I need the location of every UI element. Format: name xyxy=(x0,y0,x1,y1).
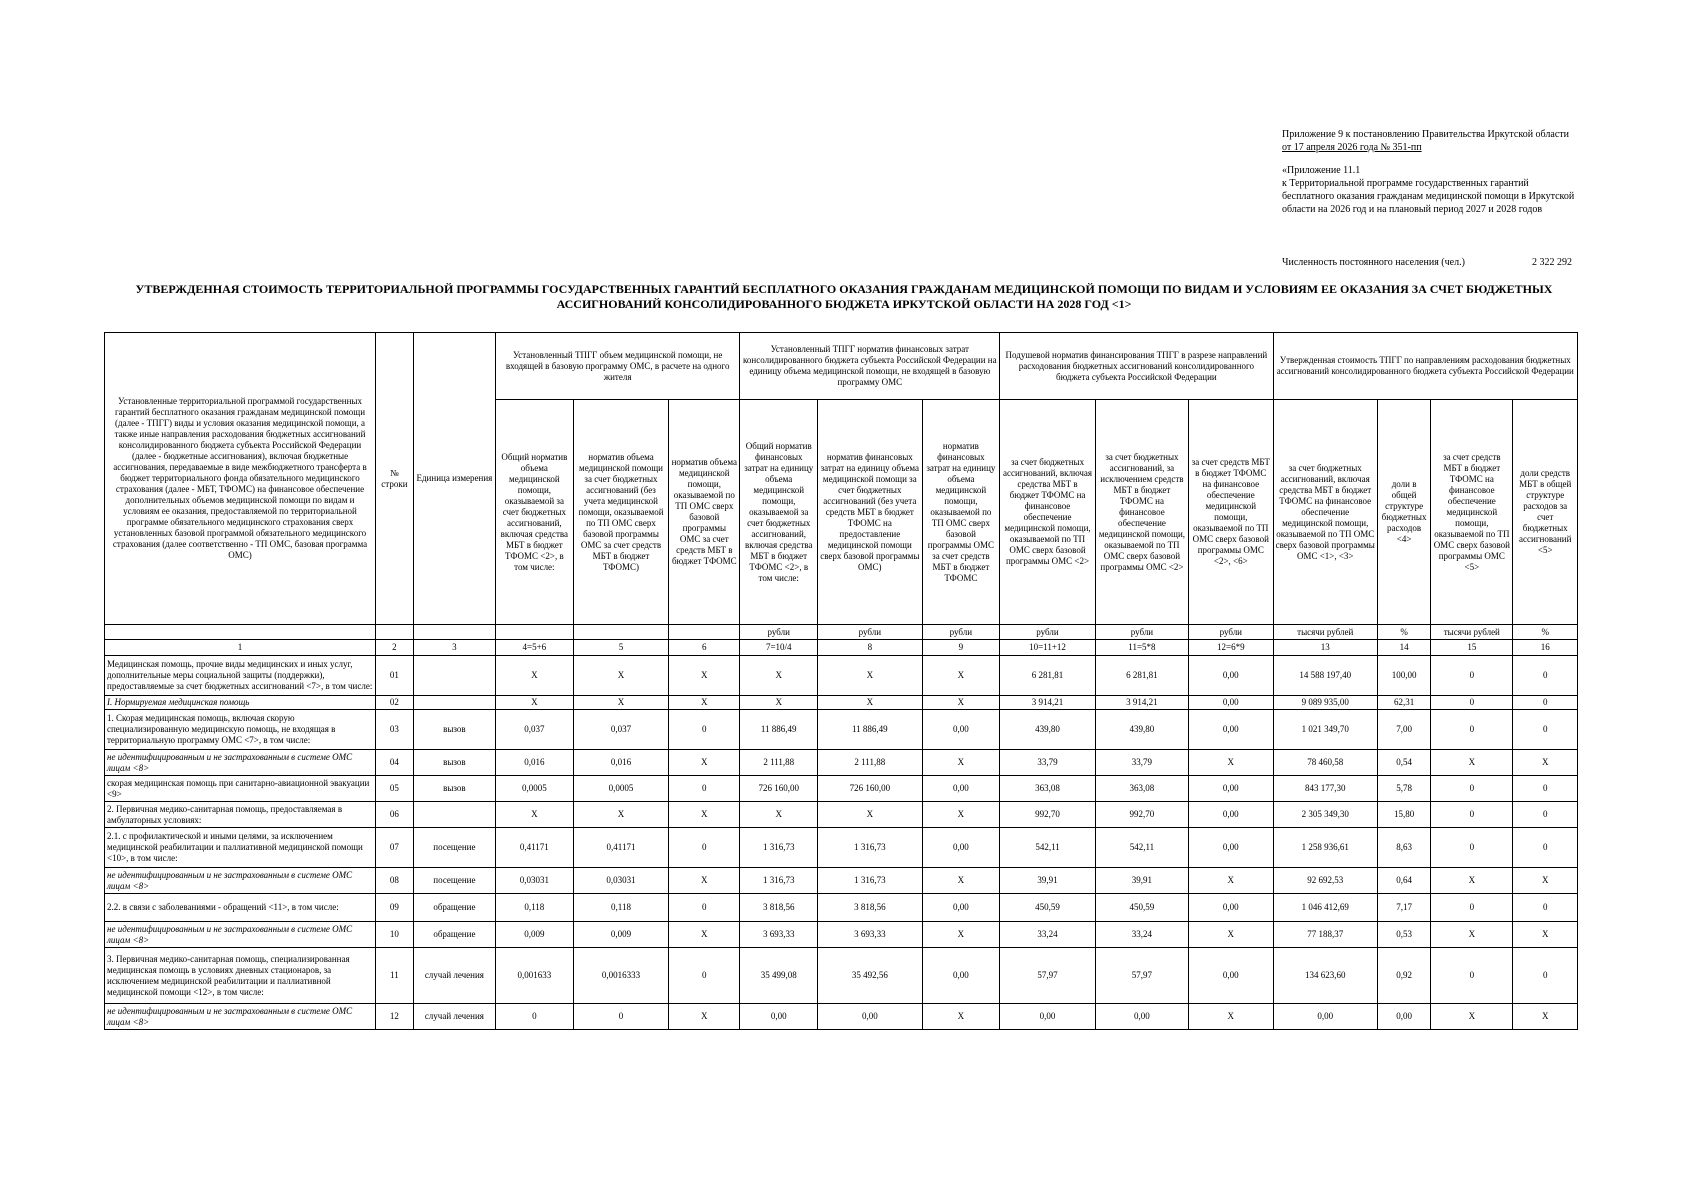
table-cell: 33,79 xyxy=(1095,750,1188,776)
table-cell: 1 316,73 xyxy=(740,868,818,894)
table-cell: X xyxy=(1431,922,1513,948)
table-cell: 0,00 xyxy=(922,710,1000,750)
table-cell: X xyxy=(1189,750,1273,776)
population-line xyxy=(1282,257,1572,268)
row-name-cell: Медицинская помощь, прочие виды медицинских и иных услуг, дополнительные меры социальной защиты (поддержки), предоставляемые за счет бюджетных ассигнований <7>, в том числе: xyxy=(105,656,376,696)
table-cell: 03 xyxy=(376,710,414,750)
table-cell: 78 460,58 xyxy=(1273,750,1377,776)
column-number-cell: 8 xyxy=(818,640,922,656)
table-cell: 0,118 xyxy=(573,894,669,922)
appendix-line3: «Приложение 11.1 xyxy=(1282,165,1361,176)
table-row xyxy=(105,696,1578,710)
table-cell xyxy=(413,696,495,710)
table-cell: X xyxy=(495,696,573,710)
column-number-cell: 4=5+6 xyxy=(495,640,573,656)
table-cell: 0 xyxy=(1513,656,1578,696)
header-group-volume: Установленный ТПГГ объем медицинской помощи, не входящей в базовую программу ОМС, в расчете на одного жителя xyxy=(495,333,739,400)
table-cell: 0 xyxy=(1431,696,1513,710)
table-cell: 0 xyxy=(1513,828,1578,868)
unit-cell xyxy=(669,625,740,640)
table-cell: 0,00 xyxy=(1000,1004,1096,1030)
column-number-cell: 16 xyxy=(1513,640,1578,656)
unit-cell xyxy=(495,625,573,640)
table-cell: X xyxy=(669,656,740,696)
table-cell: X xyxy=(573,656,669,696)
row-name-cell: 2.1. с профилактической и иными целями, за исключением медицинской реабилитации и паллиативной медицинской помощи <10>, в том числе: xyxy=(105,828,376,868)
table-cell: 11 886,49 xyxy=(818,710,922,750)
row-name-cell: 2. Первичная медико-санитарная помощь, предоставляемая в амбулаторных условиях: xyxy=(105,802,376,828)
row-name-cell: скорая медицинская помощь при санитарно-авиационной эвакуации <9> xyxy=(105,776,376,802)
table-cell: X xyxy=(1431,1004,1513,1030)
table-cell: 39,91 xyxy=(1095,868,1188,894)
table-cell: 3 818,56 xyxy=(818,894,922,922)
row-name-cell: не идентифицированным и не застрахованным в системе ОМС лицам <8> xyxy=(105,750,376,776)
table-cell: 2 111,88 xyxy=(818,750,922,776)
table-cell: 3 693,33 xyxy=(740,922,818,948)
column-number-cell: 13 xyxy=(1273,640,1377,656)
table-cell: X xyxy=(1189,868,1273,894)
table-cell: X xyxy=(740,802,818,828)
table-row xyxy=(105,776,1578,802)
table-cell: 726 160,00 xyxy=(818,776,922,802)
column-number-cell: 7=10/4 xyxy=(740,640,818,656)
header-sub-4: Общий норматив объема медицинской помощи, оказываемой за счет бюджетных ассигнований, включая средства МБТ в бюджет ТФОМС <2>, в том числе: xyxy=(495,400,573,625)
table-cell: посещение xyxy=(413,828,495,868)
table-cell: 0,64 xyxy=(1377,868,1430,894)
table-cell: 6 281,81 xyxy=(1000,656,1096,696)
page-title: УТВЕРЖДЕННАЯ СТОИМОСТЬ ТЕРРИТОРИАЛЬНОЙ ПРОГРАММЫ ГОСУДАРСТВЕННЫХ ГАРАНТИЙ БЕСПЛАТНОГО ОКАЗАНИЯ ГРАЖДАНАМ МЕДИЦИНСКОЙ ПОМОЩИ ПО ВИДАМ И УСЛОВИЯМ ЕЕ ОКАЗАНИЯ ЗА СЧЕТ БЮДЖЕТНЫХ АССИГНОВАНИЙ КОНСОЛИДИРОВАННОГО БЮДЖЕТА ИРКУТСКОЙ ОБЛАСТИ НА 2028 ГОД <1> xyxy=(135,282,1553,311)
table-cell: X xyxy=(740,656,818,696)
table-cell: 92 692,53 xyxy=(1273,868,1377,894)
table-cell: 439,80 xyxy=(1095,710,1188,750)
table-cell: X xyxy=(922,696,1000,710)
header-sub-12: за счет средств МБТ в бюджет ТФОМС на финансовое обеспечение медицинской помощи, оказываемой по ТП ОМС сверх базовой программы ОМС <2>, <6> xyxy=(1189,400,1273,625)
table-cell: 0 xyxy=(1513,894,1578,922)
table-cell: 12 xyxy=(376,1004,414,1030)
table-cell: 0,00 xyxy=(922,948,1000,1004)
units-row xyxy=(105,625,1578,640)
appendix-block xyxy=(1282,128,1582,216)
table-cell: 0 xyxy=(1513,696,1578,710)
table-cell: 1 046 412,69 xyxy=(1273,894,1377,922)
row-name-cell: не идентифицированным и не застрахованным в системе ОМС лицам <8> xyxy=(105,922,376,948)
row-name-cell: I. Нормируемая медицинская помощь xyxy=(105,696,376,710)
table-cell: X xyxy=(1513,922,1578,948)
table-cell: X xyxy=(1189,922,1273,948)
table-cell: 1 316,73 xyxy=(818,868,922,894)
table-cell: 2 305 349,30 xyxy=(1273,802,1377,828)
column-number-cell: 3 xyxy=(413,640,495,656)
table-cell: 0,016 xyxy=(573,750,669,776)
table-cell: X xyxy=(922,922,1000,948)
unit-cell: рубли xyxy=(1095,625,1188,640)
table-cell: 843 177,30 xyxy=(1273,776,1377,802)
table-cell: 0,54 xyxy=(1377,750,1430,776)
table-body xyxy=(105,333,1578,1030)
table-cell: 0,00 xyxy=(1189,776,1273,802)
table-cell: 33,79 xyxy=(1000,750,1096,776)
table-cell: 726 160,00 xyxy=(740,776,818,802)
table-cell: X xyxy=(1431,750,1513,776)
header-sub-10: за счет бюджетных ассигнований, включая средства МБТ в бюджет ТФОМС на финансовое обеспечение медицинской помощи, оказываемой по ТП ОМС сверх базовой программы ОМС <2> xyxy=(1000,400,1096,625)
table-cell: 1 316,73 xyxy=(818,828,922,868)
table-cell: 992,70 xyxy=(1095,802,1188,828)
column-number-cell: 1 xyxy=(105,640,376,656)
table-cell: X xyxy=(669,696,740,710)
table-cell: 08 xyxy=(376,868,414,894)
table-cell: 5,78 xyxy=(1377,776,1430,802)
table-cell: 0,00 xyxy=(1189,828,1273,868)
table-cell: 0 xyxy=(669,828,740,868)
table-cell: 0,00 xyxy=(922,894,1000,922)
unit-cell: рубли xyxy=(922,625,1000,640)
table-cell: 57,97 xyxy=(1000,948,1096,1004)
header-sub-15: за счет средств МБТ в бюджет ТФОМС на финансовое обеспечение медицинской помощи, оказываемой по ТП ОМС сверх базовой программы ОМС <5> xyxy=(1431,400,1513,625)
table-cell: 134 623,60 xyxy=(1273,948,1377,1004)
table-cell: 15,80 xyxy=(1377,802,1430,828)
column-number-cell: 9 xyxy=(922,640,1000,656)
table-cell: X xyxy=(922,750,1000,776)
column-number-cell: 2 xyxy=(376,640,414,656)
table-cell: X xyxy=(818,656,922,696)
table-cell: 3 818,56 xyxy=(740,894,818,922)
table-cell: 10 xyxy=(376,922,414,948)
column-number-cell: 11=5*8 xyxy=(1095,640,1188,656)
population-value: 2 322 292 xyxy=(1532,257,1572,268)
table-cell: 0,00 xyxy=(922,828,1000,868)
table-cell: X xyxy=(818,802,922,828)
table-cell: 0,00 xyxy=(1377,1004,1430,1030)
table-cell: 09 xyxy=(376,894,414,922)
table-cell: 0,016 xyxy=(495,750,573,776)
table-cell: 0,00 xyxy=(1189,696,1273,710)
table-cell: 0,00 xyxy=(818,1004,922,1030)
table-cell: 363,08 xyxy=(1095,776,1188,802)
table-cell: 0 xyxy=(669,894,740,922)
table-cell: X xyxy=(1189,1004,1273,1030)
table-cell: 0,00 xyxy=(922,776,1000,802)
table-row xyxy=(105,828,1578,868)
table-cell: X xyxy=(1513,868,1578,894)
table-cell: 0,00 xyxy=(1189,948,1273,1004)
table-cell: 542,11 xyxy=(1095,828,1188,868)
header-col2: № строки xyxy=(376,333,414,625)
table-cell: 0,00 xyxy=(1095,1004,1188,1030)
table-cell: 0,92 xyxy=(1377,948,1430,1004)
header-sub-13: за счет бюджетных ассигнований, включая средства МБТ в бюджет ТФОМС на финансовое обеспечение медицинской помощи, оказываемой по ТП ОМС сверх базовой программы ОМС <1>, <3> xyxy=(1273,400,1377,625)
header-sub-9: норматив финансовых затрат на единицу объема медицинской помощи, оказываемой по ТП ОМС сверх базовой программы ОМС за счет средств МБТ в бюджет ТФОМС xyxy=(922,400,1000,625)
table-cell: X xyxy=(669,802,740,828)
header-sub-11: за счет бюджетных ассигнований, за исключением средств МБТ в бюджет ТФОМС на финансовое обеспечение медицинской помощи, оказываемой по ТП ОМС сверх базовой программы ОМС <2> xyxy=(1095,400,1188,625)
table-cell: 0,009 xyxy=(573,922,669,948)
row-name-cell: не идентифицированным и не застрахованным в системе ОМС лицам <8> xyxy=(105,1004,376,1030)
table-cell: 1 316,73 xyxy=(740,828,818,868)
header-sub-8: норматив финансовых затрат на единицу объема медицинской помощи за счет бюджетных ассигнований (без учета средств МБТ в бюджет ТФОМС на предоставление медицинской помощи сверх базовой программы ОМС) xyxy=(818,400,922,625)
table-cell: 450,59 xyxy=(1095,894,1188,922)
table-cell: 542,11 xyxy=(1000,828,1096,868)
table-cell: 33,24 xyxy=(1095,922,1188,948)
table-cell: 0 xyxy=(669,710,740,750)
table-cell: X xyxy=(669,922,740,948)
table-cell: 0 xyxy=(1431,948,1513,1004)
column-number-cell: 12=6*9 xyxy=(1189,640,1273,656)
table-cell xyxy=(413,656,495,696)
table-cell: 39,91 xyxy=(1000,868,1096,894)
table-cell: 0 xyxy=(1431,894,1513,922)
header-sub-7: Общий норматив финансовых затрат на единицу объема медицинской помощи, оказываемой за счет бюджетных ассигнований, включая средства МБТ в бюджет ТФОМС <2>, в том числе: xyxy=(740,400,818,625)
table-cell: 0,00 xyxy=(1273,1004,1377,1030)
unit-cell xyxy=(376,625,414,640)
table-cell: 35 499,08 xyxy=(740,948,818,1004)
table-cell: 0,03031 xyxy=(495,868,573,894)
table-cell: 0,41171 xyxy=(573,828,669,868)
row-name-cell: 3. Первичная медико-санитарная помощь, специализированная медицинская помощь в условиях дневных стационаров, за исключением медицинской реабилитации и паллиативной медицинской помощи <12>, в том числе: xyxy=(105,948,376,1004)
table-row xyxy=(105,868,1578,894)
table-cell: 0 xyxy=(1513,802,1578,828)
table-cell: 11 xyxy=(376,948,414,1004)
unit-cell: рубли xyxy=(818,625,922,640)
table-cell: 0 xyxy=(669,776,740,802)
header-sub-5: норматив объема медицинской помощи за счет бюджетных ассигнований (без учета медицинской помощи, оказываемой по ТП ОМС сверх базовой программы ОМС за счет средств МБТ в бюджет ТФОМС) xyxy=(573,400,669,625)
table-cell: 57,97 xyxy=(1095,948,1188,1004)
table-cell: 0 xyxy=(1431,802,1513,828)
table-cell: 0 xyxy=(1513,710,1578,750)
table-cell: X xyxy=(669,1004,740,1030)
table-cell: 11 886,49 xyxy=(740,710,818,750)
table-cell: X xyxy=(669,868,740,894)
table-cell: 9 089 935,00 xyxy=(1273,696,1377,710)
column-number-cell: 10=11+12 xyxy=(1000,640,1096,656)
table-row xyxy=(105,948,1578,1004)
table-cell: 0 xyxy=(1513,776,1578,802)
table-row xyxy=(105,894,1578,922)
table-cell: 3 693,33 xyxy=(818,922,922,948)
appendix-line4: к Территориальной программе государственных гарантий бесплатного оказания гражданам медицинской помощи в Иркутской области на 2026 год и на плановый период 2027 и 2028 годов xyxy=(1282,178,1575,215)
table-row xyxy=(105,1004,1578,1030)
table-cell: 6 281,81 xyxy=(1095,656,1188,696)
column-number-cell: 14 xyxy=(1377,640,1430,656)
column-number-cell: 15 xyxy=(1431,640,1513,656)
table-cell: обращение xyxy=(413,922,495,948)
unit-cell xyxy=(573,625,669,640)
table-cell: 0,03031 xyxy=(573,868,669,894)
table-cell: 450,59 xyxy=(1000,894,1096,922)
table-row xyxy=(105,922,1578,948)
table-cell: X xyxy=(922,868,1000,894)
table-cell: 0 xyxy=(669,948,740,1004)
unit-cell: рубли xyxy=(740,625,818,640)
unit-cell: рубли xyxy=(1000,625,1096,640)
header-sub-6: норматив объема медицинской помощи, оказываемой по ТП ОМС сверх базовой программы ОМС за счет средств МБТ в бюджет ТФОМС xyxy=(669,400,740,625)
table-row xyxy=(105,802,1578,828)
table-cell: случай лечения xyxy=(413,1004,495,1030)
table-cell: 0,00 xyxy=(1189,710,1273,750)
table-cell: 3 914,21 xyxy=(1095,696,1188,710)
table-cell xyxy=(413,802,495,828)
row-name-cell: 2.2. в связи с заболеваниями - обращений <11>, в том числе: xyxy=(105,894,376,922)
header-col1: Установленные территориальной программой государственных гарантий бесплатного оказания гражданам медицинской помощи (далее - ТПГГ) виды и условия оказания медицинской помощи, а также иные направления расходования бюджетных ассигнований консолидированного бюджета субъекта Российской Федерации (далее - бюджетные ассигнования), включая бюджетные ассигнования, передаваемые в виде межбюджетного трансферта в бюджет территориального фонда обязательного медицинского страхования (далее - МБТ, ТФОМС) на финансовое обеспечение дополнительных объемов медицинской помощи по видам и условиям ее оказания, предоставляемой по территориальной программе обязательного медицинского страхования сверх установленных базовой программой обязательного медицинского страхования (далее соответственно - ТП ОМС, базовая программа ОМС) xyxy=(105,333,376,625)
table-cell: 0 xyxy=(573,1004,669,1030)
table-cell: X xyxy=(922,802,1000,828)
table-cell: 35 492,56 xyxy=(818,948,922,1004)
table-cell: посещение xyxy=(413,868,495,894)
table-cell: X xyxy=(1431,868,1513,894)
table-row xyxy=(105,656,1578,696)
table-cell: вызов xyxy=(413,776,495,802)
table-cell: 0,0016333 xyxy=(573,948,669,1004)
table-cell: 0,00 xyxy=(740,1004,818,1030)
table-cell: 0,037 xyxy=(495,710,573,750)
table-cell: X xyxy=(1513,750,1578,776)
table-cell: обращение xyxy=(413,894,495,922)
table-cell: 1 021 349,70 xyxy=(1273,710,1377,750)
table-cell: 0,00 xyxy=(1189,894,1273,922)
table-row xyxy=(105,710,1578,750)
header-sub-14: доли в общей структуре бюджетных расходов <4> xyxy=(1377,400,1430,625)
table-cell: X xyxy=(818,696,922,710)
table-cell: 14 588 197,40 xyxy=(1273,656,1377,696)
unit-cell: тысячи рублей xyxy=(1273,625,1377,640)
table-cell: 100,00 xyxy=(1377,656,1430,696)
table-cell: 8,63 xyxy=(1377,828,1430,868)
table-cell: X xyxy=(1513,1004,1578,1030)
table-cell: 0,00 xyxy=(1189,656,1273,696)
table-cell: 439,80 xyxy=(1000,710,1096,750)
table-cell: X xyxy=(495,802,573,828)
table-cell: 363,08 xyxy=(1000,776,1096,802)
table-cell: 06 xyxy=(376,802,414,828)
table-cell: 0,0005 xyxy=(573,776,669,802)
column-numbers-row xyxy=(105,640,1578,656)
table-cell: 0,009 xyxy=(495,922,573,948)
header-sub-16: доли средств МБТ в общей структуре расходов за счет бюджетных ассигнований <5> xyxy=(1513,400,1578,625)
table-cell: 0 xyxy=(1431,776,1513,802)
unit-cell: % xyxy=(1513,625,1578,640)
table-cell: X xyxy=(495,656,573,696)
table-cell: вызов xyxy=(413,710,495,750)
table-cell: 0,53 xyxy=(1377,922,1430,948)
table-row xyxy=(105,750,1578,776)
table-cell: X xyxy=(573,696,669,710)
table-cell: 2 111,88 xyxy=(740,750,818,776)
population-label: Численность постоянного населения (чел.) xyxy=(1282,257,1465,268)
table-cell: 0 xyxy=(1431,710,1513,750)
table-cell: 04 xyxy=(376,750,414,776)
table-cell: 62,31 xyxy=(1377,696,1430,710)
table-cell: X xyxy=(669,750,740,776)
table-cell: вызов xyxy=(413,750,495,776)
row-name-cell: не идентифицированным и не застрахованным в системе ОМС лицам <8> xyxy=(105,868,376,894)
appendix-date: от 17 апреля 2026 года № 351-пп xyxy=(1282,142,1422,153)
column-number-cell: 5 xyxy=(573,640,669,656)
table-cell: X xyxy=(573,802,669,828)
header-group-cost: Установленный ТПГГ норматив финансовых затрат консолидированного бюджета субъекта Российской Федерации на единицу объема медицинской помощи, не входящей в базовую программу ОМС xyxy=(740,333,1000,400)
table-cell: 0 xyxy=(1431,656,1513,696)
header-col3: Единица измерения xyxy=(413,333,495,625)
cost-table xyxy=(104,332,1578,1030)
table-cell: 02 xyxy=(376,696,414,710)
table-cell: 1 258 936,61 xyxy=(1273,828,1377,868)
table-cell: X xyxy=(740,696,818,710)
table-cell: 77 188,37 xyxy=(1273,922,1377,948)
unit-cell: тысячи рублей xyxy=(1431,625,1513,640)
table-cell: 0,41171 xyxy=(495,828,573,868)
table-cell: 33,24 xyxy=(1000,922,1096,948)
unit-cell xyxy=(413,625,495,640)
table-cell: 0 xyxy=(1431,828,1513,868)
unit-cell xyxy=(105,625,376,640)
table-cell: 0,037 xyxy=(573,710,669,750)
table-cell: 05 xyxy=(376,776,414,802)
table-cell: 0,001633 xyxy=(495,948,573,1004)
table-cell: 07 xyxy=(376,828,414,868)
table-cell: 0 xyxy=(1513,948,1578,1004)
appendix-line1: Приложение 9 к постановлению Правительства Иркутской области xyxy=(1282,129,1569,140)
table-cell: 3 914,21 xyxy=(1000,696,1096,710)
table-cell: 992,70 xyxy=(1000,802,1096,828)
table-cell: 0,118 xyxy=(495,894,573,922)
table-cell: 0,00 xyxy=(1189,802,1273,828)
table-cell: 01 xyxy=(376,656,414,696)
header-group-percapita: Подушевой норматив финансирования ТПГГ в разрезе направлений расходования бюджетных ассигнований консолидированного бюджета субъекта Российской Федерации xyxy=(1000,333,1273,400)
header-group-total: Утвержденная стоимость ТПГГ по направлениям расходования бюджетных ассигнований консолидированного бюджета субъекта Российской Федерации xyxy=(1273,333,1577,400)
table-cell: 7,17 xyxy=(1377,894,1430,922)
table-cell: X xyxy=(922,1004,1000,1030)
table-cell: 0,0005 xyxy=(495,776,573,802)
table-cell: X xyxy=(922,656,1000,696)
column-number-cell: 6 xyxy=(669,640,740,656)
table-cell: 7,00 xyxy=(1377,710,1430,750)
table-cell: 0 xyxy=(495,1004,573,1030)
table-cell: случай лечения xyxy=(413,948,495,1004)
row-name-cell: 1. Скорая медицинская помощь, включая скорую специализированную медицинскую помощь, не входящая в территориальную программу ОМС <7>, в том числе: xyxy=(105,710,376,750)
unit-cell: % xyxy=(1377,625,1430,640)
unit-cell: рубли xyxy=(1189,625,1273,640)
